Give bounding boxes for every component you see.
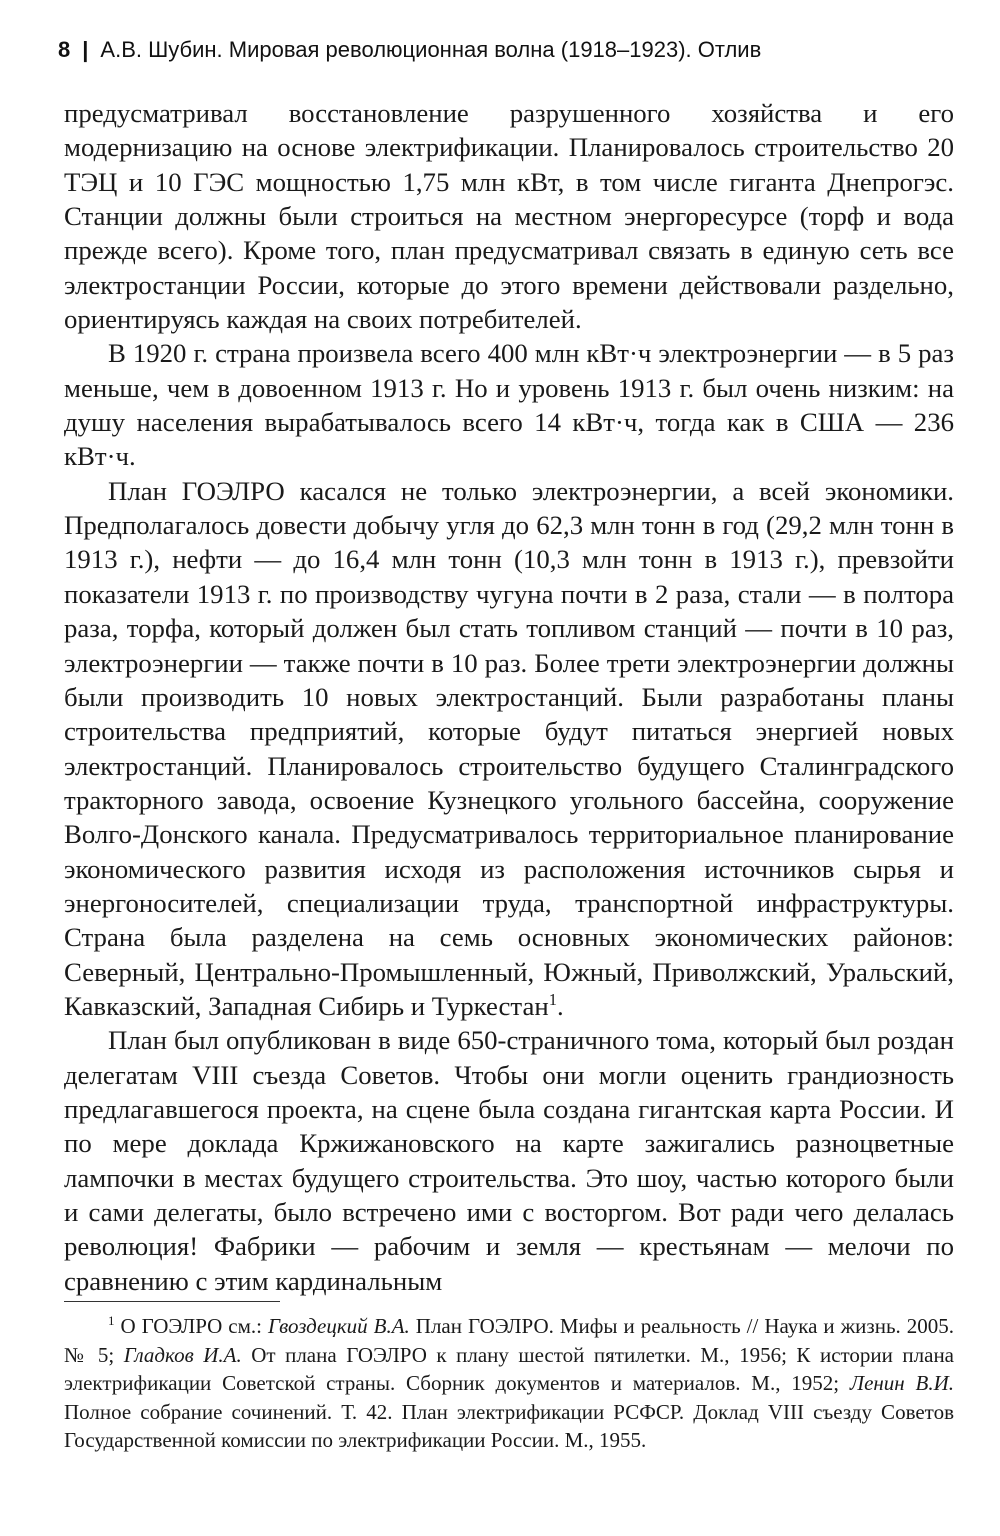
footnote-divider [64, 1301, 280, 1302]
footnote-text: Полное собрание сочинений. Т. 42. План электрификации РСФСР. Доклад VIII съезду Советов Государственной комиссии по электрификации России. М., 1955. [64, 1399, 954, 1453]
paragraph-text: План ГОЭЛРО касался не только электроэнергии, а всей экономики. Предполагалось довести добычу угля до 62,3 млн тонн в год (29,2 млн тонн в 1913 г.), нефти — до 16,4 млн тонн (10,3 млн тонн в 1913 г.), превзойти показатели 1913 г. по производству чугуна почти в 2 раза, стали — в полтора раза, торфа, который должен был стать топливом станций — почти в 10 раз, электроэнергии — также почти в 10 раз. Более трети электроэнергии должны были производить 10 новых электростанций. Были разработаны планы строительства предприятий, которые будут питаться энергией новых электростанций. Планировалось строительство будущего Сталинградского тракторного завода, освоение Кузнецкого угольного бассейна, сооружение Волго-Донского канала. Предусматривалось территориальное планирование экономического развития исходя из расположения источников сырья и энергоносителей, специализации труда, транспортной инфраструктуры. Страна была разделена на семь основных экономических районов: Северный, Центрально-Промышленный, Южный, Приволжский, Уральский, Кавказский, Западная Сибирь и Туркестан [64, 475, 954, 1021]
footnote-author: Ленин В.И. [849, 1371, 954, 1396]
footnote-author: Гвоздецкий В.А. [268, 1314, 410, 1338]
main-text [64, 96, 954, 1298]
footnote-reference[interactable]: 1 [548, 990, 558, 1010]
footnote-marker: 1 [108, 1313, 115, 1328]
footnote-text: План ГОЭЛРО. Мифы и реальность // Наука и жизнь. 2005. № 5; [64, 1314, 955, 1367]
footnote-text: О ГОЭЛРО см.: [114, 1314, 268, 1338]
paragraph: предусматривал восстановление разрушенного хозяйства и его модернизацию на основе электрификации. Планировалось строительство 20 ТЭЦ и 10 ГЭС мощностью 1,75 млн кВт, в том числе гиганта Днепрогэс. Станции должны были строиться на местном энергоресурсе (торф и вода прежде всего). Кроме того, план предусматривал связать в единую сеть все электростанции России, которые до этого времени действовали раздельно, ориентируясь каждая на своих потребителей. [64, 98, 954, 335]
header-separator: | [82, 37, 89, 62]
page-number: 8 [58, 37, 71, 62]
footnote [64, 1312, 954, 1455]
footnote-text: От плана ГОЭЛРО к плану шестой пятилетки. М., 1956; К истории плана электрификации Советской страны. Сборник документов и материалов. М., 1952; [64, 1342, 955, 1396]
footnotes [64, 1312, 954, 1455]
running-title: А.В. Шубин. Мировая революционная волна (1918–1923). Отлив [100, 37, 762, 62]
footnote-author: Гладков И.А. [123, 1342, 242, 1367]
paragraph: В 1920 г. страна произвела всего 400 млн кВт·ч электроэнергии — в 5 раз меньше, чем в довоенном 1913 г. Но и уровень 1913 г. был очень низким: на душу населения вырабатывалось всего 14 кВт·ч, тогда как в США — 236 кВт·ч. [64, 338, 954, 472]
paragraph: План был опубликован в виде 650-страничного тома, который был роздан делегатам VIII съезда Советов. Чтобы они могли оценить грандиозность предлагавшегося проекта, на сцене была создана гигантская карта России. И по мере доклада Кржижановского на карте зажигались разноцветные лампочки в местах будущего строительства. Это шоу, частью которого были и сами делегаты, было встречено ими с восторгом. Вот ради чего делалась революция! Фабрики — рабочим и земля — крестьянам — мелочи по сравнению с этим кардинальным [64, 1025, 954, 1296]
running-header [58, 28, 958, 72]
paragraph: План ГОЭЛРО касался не только электроэнергии, а всей экономики. Предполагалось довести добычу угля до 62,3 млн тонн в год (29,2 млн тонн в 1913 г.), нефти — до 16,4 млн тонн (10,3 млн тонн в 1913 г.), превзойти показатели 1913 г. по производству чугуна почти в 2 раза, стали — в полтора раза, торфа, который должен был стать топливом станций — почти в 10 раз, электроэнергии — также почти в 10 раз. Более трети электроэнергии должны были производить 10 новых электростанций. Были разработаны планы строительства предприятий, которые будут питаться энергией новых электростанций. Планировалось строительство будущего Сталинградского тракторного завода, освоение Кузнецкого угольного бассейна, сооружение Волго-Донского канала. Предусматривалось территориальное планирование экономического развития исходя из расположения источников сырья и энергоносителей, специализации труда, транспортной инфраструктуры. Страна была разделена на семь основных экономических районов: Северный, Центрально-Промышленный, Южный, Приволжский, Уральский, Кавказский, Западная Сибирь и Туркестан$^1$. [64, 475, 954, 1021]
